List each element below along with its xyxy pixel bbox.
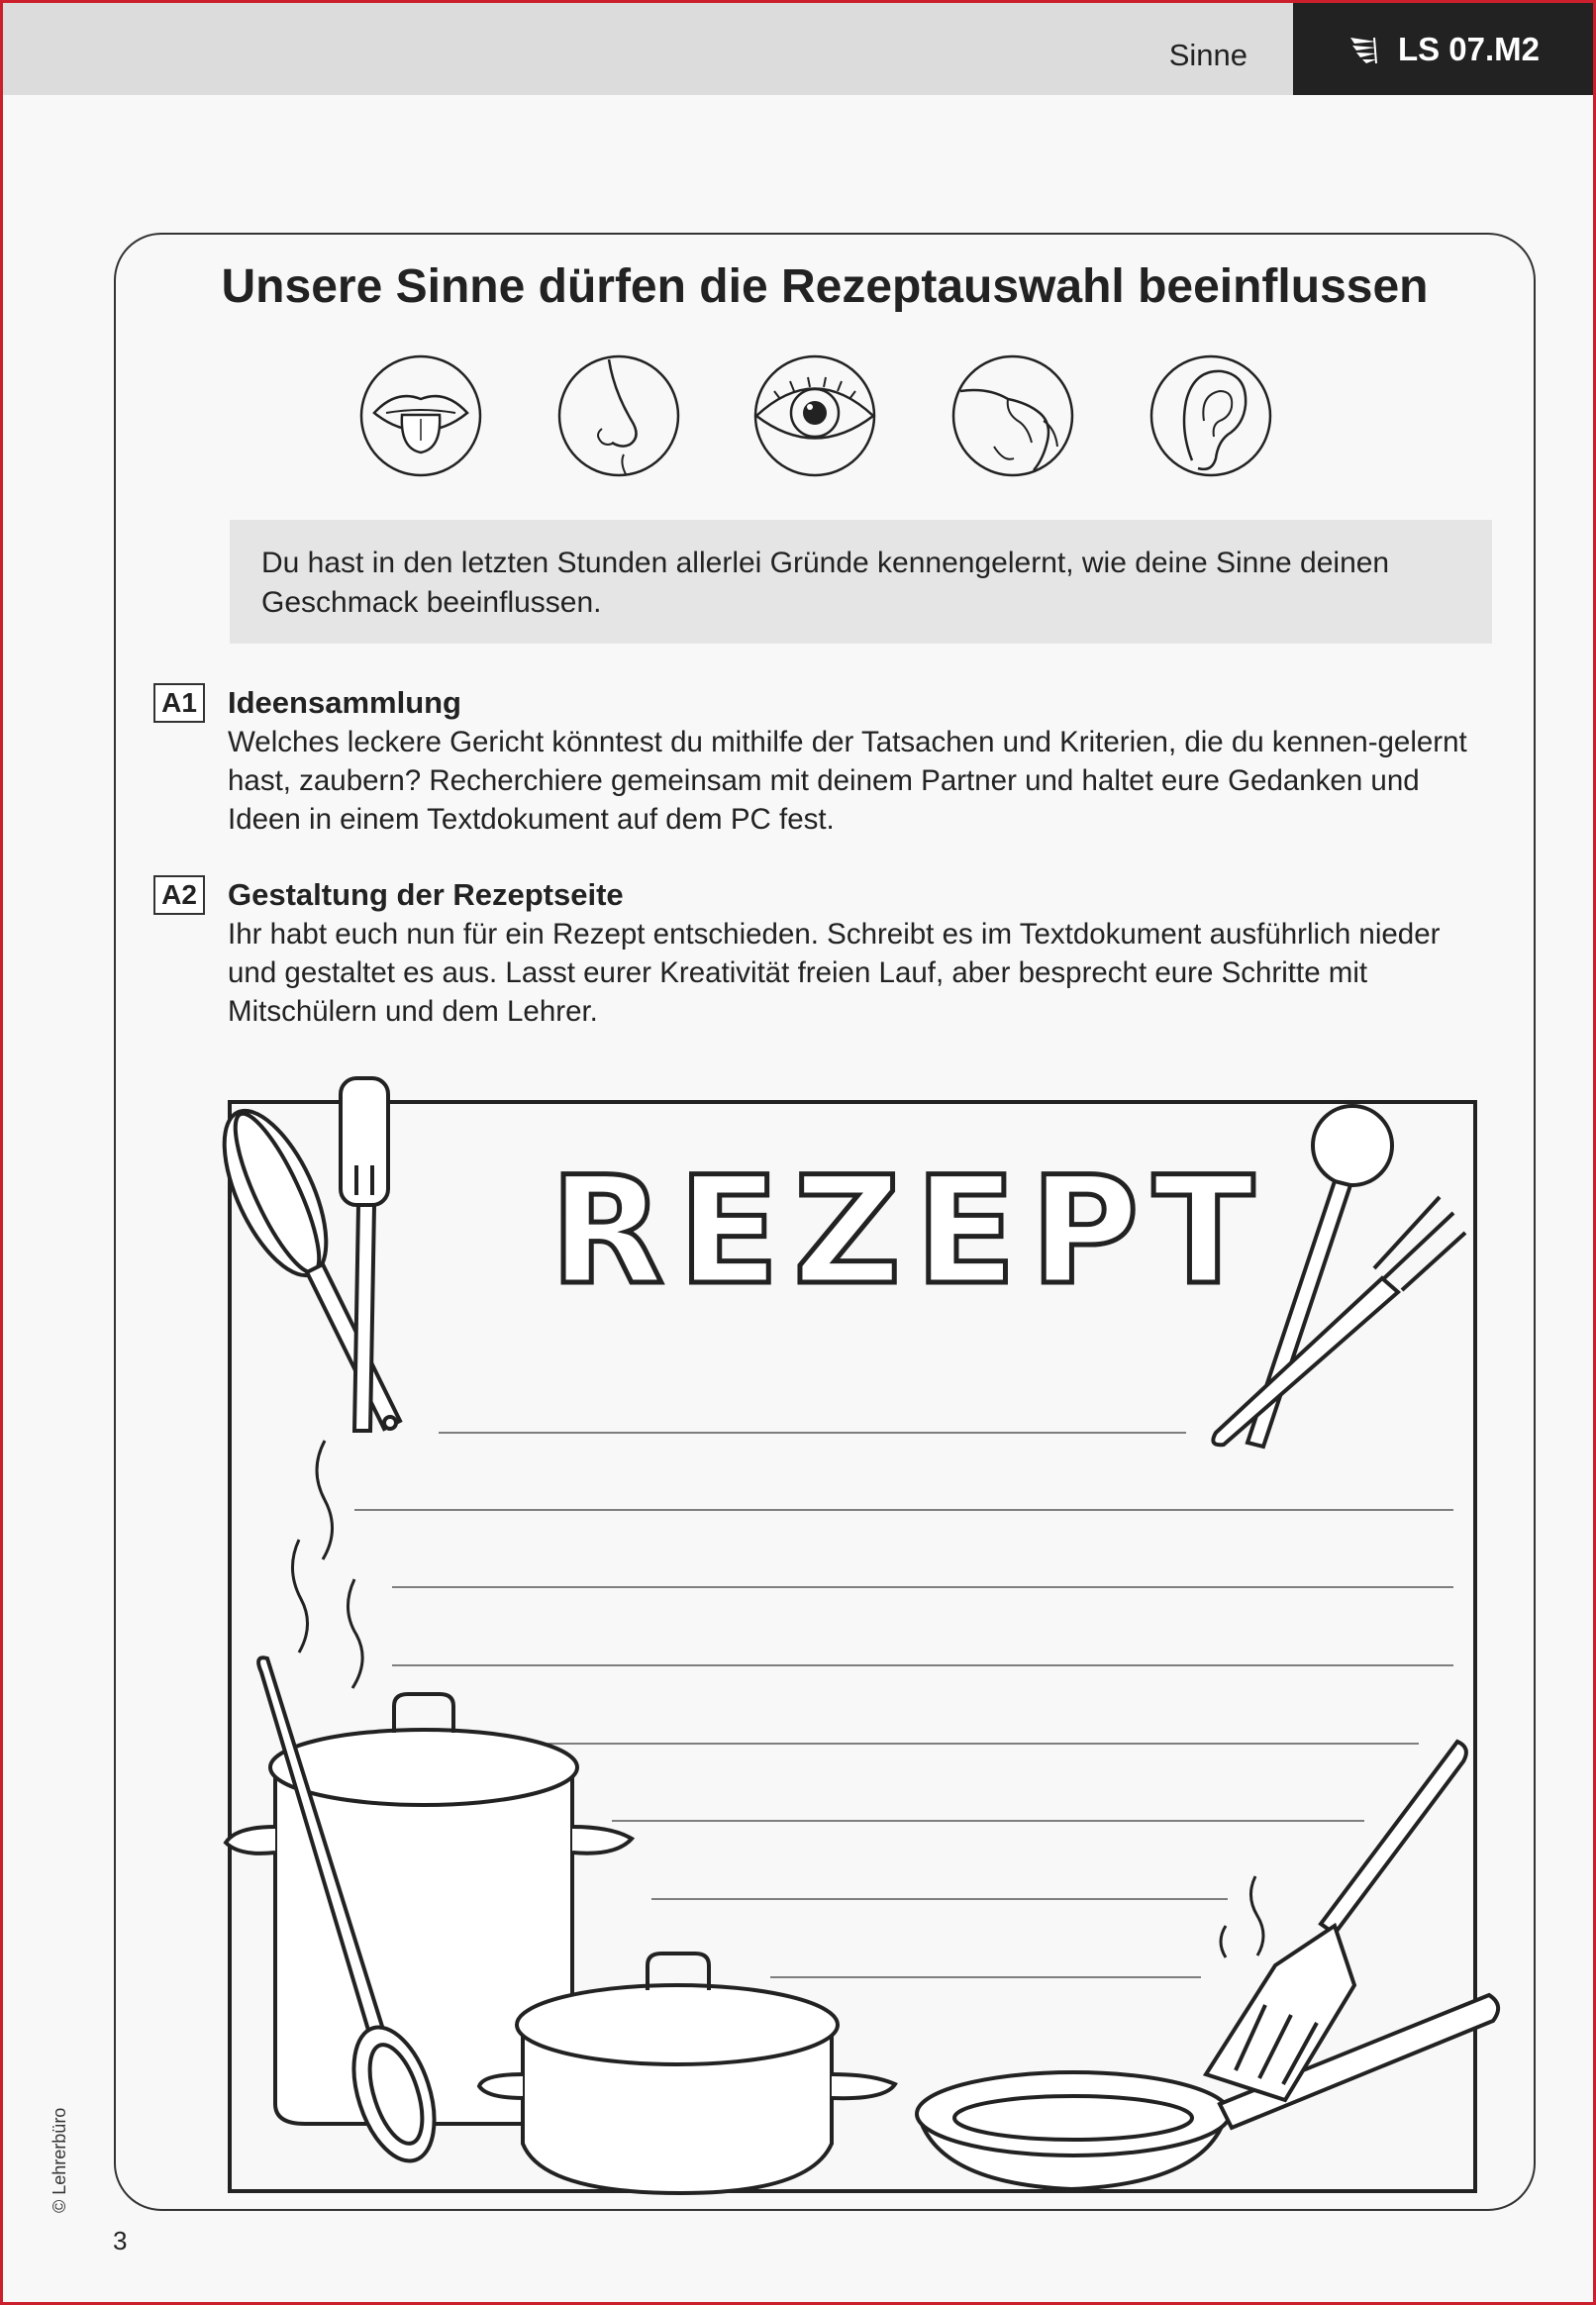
frying-pan-icon — [917, 1995, 1498, 2189]
task-badge: A1 — [153, 683, 205, 723]
recipe-heading: REZEPT — [549, 1146, 1268, 1318]
recipe-illustration — [216, 1074, 1503, 2203]
page-number: 3 — [113, 2226, 128, 2255]
eye-icon — [750, 351, 879, 480]
header-subject: Sinne — [1168, 38, 1247, 72]
task-badge: A2 — [153, 875, 205, 915]
ear-icon — [1147, 351, 1275, 480]
nose-icon — [554, 351, 683, 480]
header-code-block — [1293, 3, 1593, 95]
worksheet-code: LS 07.M2 — [1397, 30, 1541, 67]
worksheet-title: Unsere Sinne dürfen die Rezeptauswahl beeinflussen — [221, 260, 1429, 313]
fan-logo-icon — [1347, 32, 1382, 67]
copyright-text: © Lehrerbüro — [50, 2107, 69, 2213]
task-body: Welches leckere Gericht könntest du mithilfe der Tatsachen und Kriterien, die du kennen-gelernt hast, zaubern? Recherchiere gemeinsam mit deinem Partner und haltet eure Gedanken und Ideen in einem Textdokument auf dem PC fest. — [228, 726, 1467, 836]
hand-icon — [948, 351, 1077, 480]
task-title: Gestaltung der Rezeptseite — [228, 877, 624, 912]
senses-row — [356, 351, 1277, 485]
task-a2 — [153, 875, 1470, 1034]
mouth-icon — [356, 351, 485, 480]
intro-box: Du hast in den letzten Stunden allerlei Gründe kennengelernt, wie deine Sinne deinen Geschmack beeinflussen. — [230, 520, 1492, 644]
task-title: Ideensammlung — [228, 685, 461, 720]
task-a1 — [153, 683, 1470, 842]
task-body: Ihr habt euch nun für ein Rezept entschieden. Schreibt es im Textdokument ausführlich nieder und gestaltet es aus. Lasst eurer Kreativität freien Lauf, aber besprecht eure Schritte mit Mitschülern und dem Lehrer. — [228, 918, 1441, 1028]
